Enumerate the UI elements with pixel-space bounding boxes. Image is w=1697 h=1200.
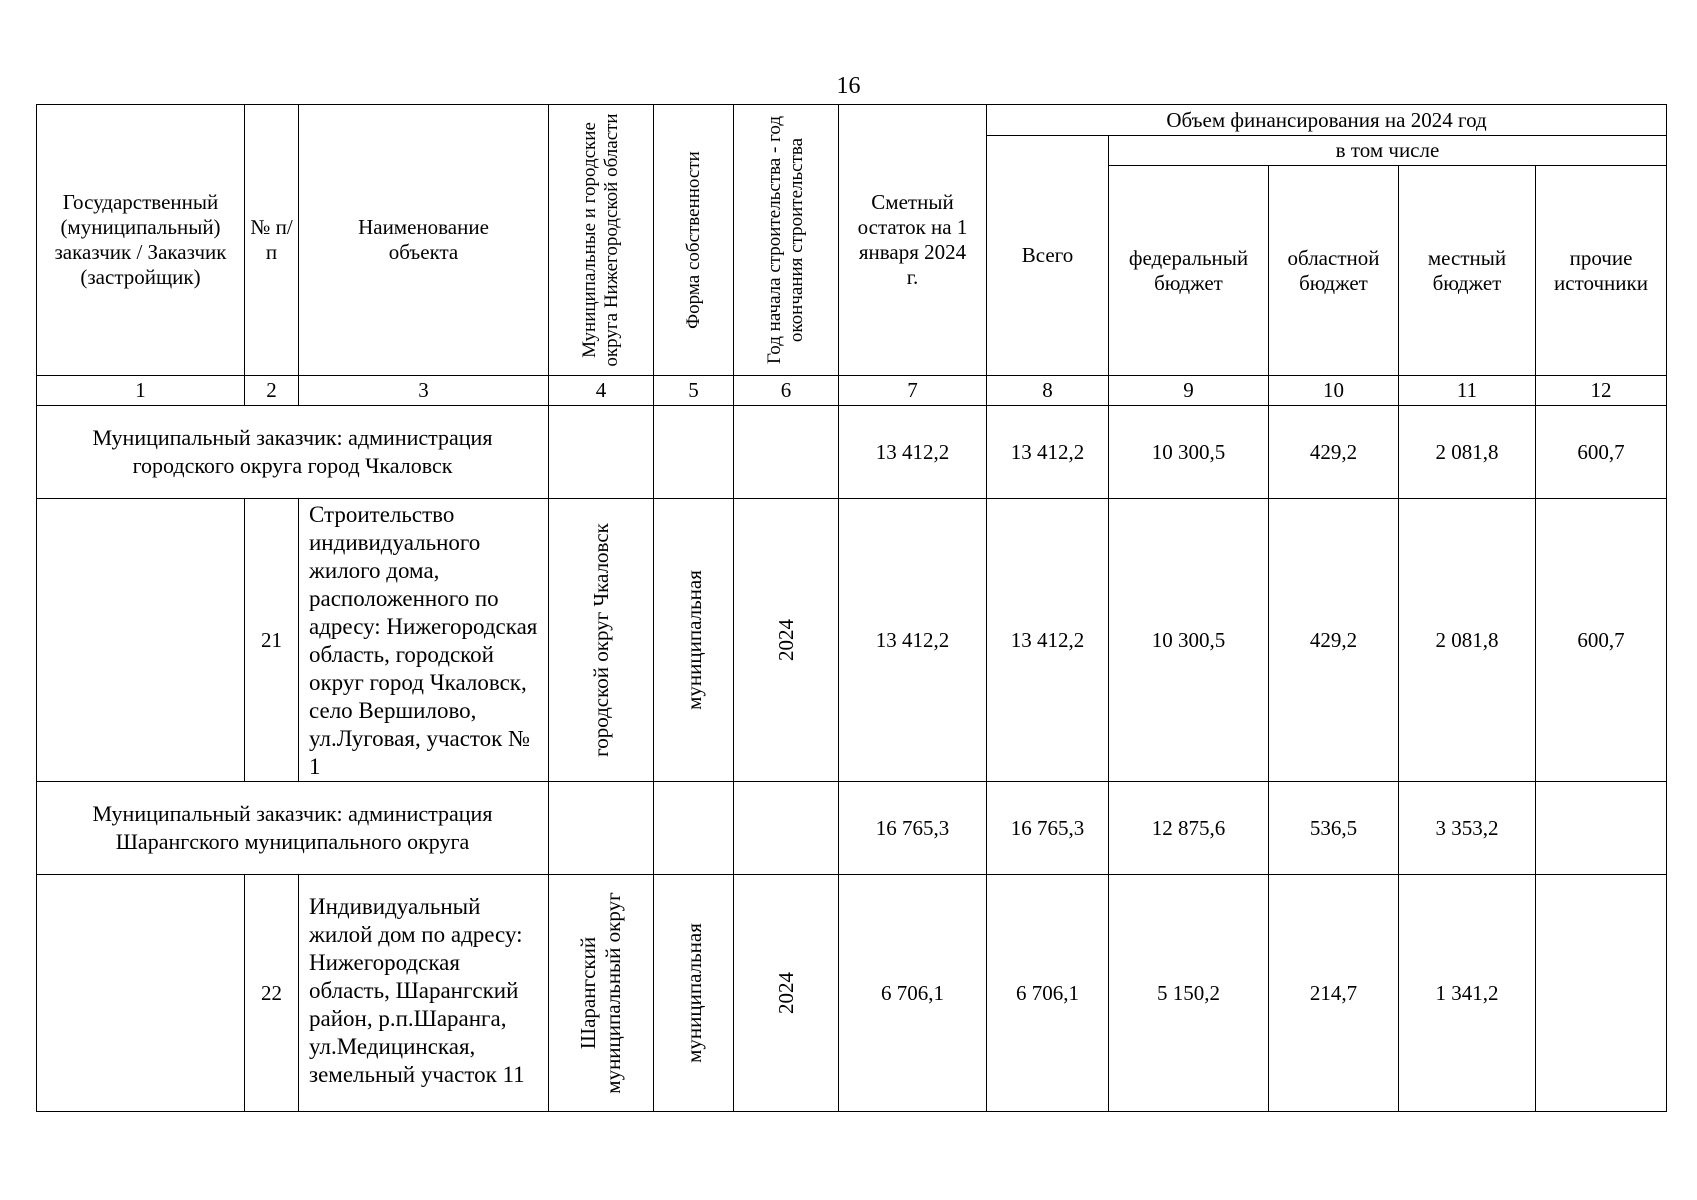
header-customer [37, 105, 245, 376]
column-number: 9 [1109, 376, 1269, 406]
district-name: Шарангский муниципальный округ [576, 892, 625, 1094]
customer-name: Муниципальный заказчик: администрация Шарангского муниципального округа [92, 801, 493, 854]
header-local [1399, 166, 1536, 376]
year-value: 2024 [773, 972, 798, 1014]
column-number-row [37, 376, 1667, 406]
column-number: 11 [1399, 376, 1536, 406]
estimate-value: 13 412,2 [839, 406, 987, 499]
header-construction-years-text: Год начала строительства - год окончания строительства [764, 115, 807, 365]
total-value: 13 412,2 [987, 499, 1109, 782]
district-cell [549, 499, 654, 782]
header-number [245, 105, 299, 376]
other-value [1536, 875, 1667, 1112]
federal-value: 10 300,5 [1109, 499, 1269, 782]
regional-value: 429,2 [1269, 499, 1399, 782]
header-number-text: № п/п [250, 215, 293, 264]
table-row-customer [37, 406, 1667, 499]
ownership-cell [654, 499, 734, 782]
object-name-cell [299, 499, 549, 782]
header-municipal-districts [549, 105, 654, 376]
regional-value: 429,2 [1269, 406, 1399, 499]
local-value: 3 353,2 [1399, 782, 1536, 875]
column-number: 2 [245, 376, 299, 406]
column-number: 12 [1536, 376, 1667, 406]
year-cell [734, 499, 839, 782]
header-other-text: прочие источники [1554, 245, 1648, 295]
district-name: городской округ Чкаловск [588, 523, 613, 757]
estimate-value: 6 706,1 [839, 875, 987, 1112]
header-customer-text: Государственный (муниципальный) заказчик / Заказчик (застройщик) [54, 190, 227, 289]
regional-value: 214,7 [1269, 875, 1399, 1112]
customer-name: Муниципальный заказчик: администрация городского округа город Чкаловск [92, 425, 493, 478]
other-value [1536, 782, 1667, 875]
header-federal [1109, 166, 1269, 376]
header-including: в том числе [1109, 136, 1667, 166]
federal-value: 5 150,2 [1109, 875, 1269, 1112]
empty-cell [37, 499, 245, 782]
header-object-name [299, 105, 549, 376]
header-object-name-text: Наименование объекта [358, 215, 489, 264]
regional-value: 536,5 [1269, 782, 1399, 875]
estimate-value: 16 765,3 [839, 782, 987, 875]
header-other [1536, 166, 1667, 376]
column-number: 5 [654, 376, 734, 406]
table-row-object [37, 875, 1667, 1112]
estimate-value: 13 412,2 [839, 499, 987, 782]
header-ownership-form-text: Форма собственности [682, 151, 704, 329]
header-regional [1269, 166, 1399, 376]
column-number: 6 [734, 376, 839, 406]
empty-cell [549, 406, 654, 499]
customer-cell [37, 782, 549, 875]
ownership-cell [654, 875, 734, 1112]
other-value: 600,7 [1536, 499, 1667, 782]
local-value: 1 341,2 [1399, 875, 1536, 1112]
row-number: 21 [245, 499, 299, 782]
empty-cell [549, 782, 654, 875]
column-number: 3 [299, 376, 549, 406]
header-ownership-form [654, 105, 734, 376]
local-value: 2 081,8 [1399, 406, 1536, 499]
ownership-value: муниципальная [681, 923, 705, 1063]
column-number: 1 [37, 376, 245, 406]
column-number: 10 [1269, 376, 1399, 406]
empty-cell [37, 875, 245, 1112]
ownership-value: муниципальная [681, 570, 705, 710]
empty-cell [654, 406, 734, 499]
header-construction-years [734, 105, 839, 376]
total-value: 6 706,1 [987, 875, 1109, 1112]
header-financing-group: Объем финансирования на 2024 год [987, 105, 1667, 136]
local-value: 2 081,8 [1399, 499, 1536, 782]
empty-cell [654, 782, 734, 875]
page-number: 16 [836, 73, 861, 99]
customer-cell [37, 406, 549, 499]
year-cell [734, 875, 839, 1112]
total-value: 13 412,2 [987, 406, 1109, 499]
financing-table [36, 104, 1667, 1112]
object-name-cell [299, 875, 549, 1112]
year-value: 2024 [773, 619, 798, 661]
empty-cell [734, 406, 839, 499]
header-estimated-balance-text: Сметный остаток на 1 января 2024 г. [857, 190, 968, 289]
total-value: 16 765,3 [987, 782, 1109, 875]
district-cell [549, 875, 654, 1112]
header-municipal-districts-text: Муниципальные и городские округа Нижегородской области [579, 113, 622, 367]
header-regional-text: областной бюджет [1287, 245, 1380, 295]
table-row-object [37, 499, 1667, 782]
object-name: Индивидуальный жилой дом по адресу: Нижегородская область, Шарангский район, р.п.Шаранга, ул.Медицинская, земельный участок 11 [309, 894, 525, 1087]
header-federal-text: федеральный бюджет [1128, 245, 1249, 295]
object-name: Строительство индивидуального жилого дома, расположенного по адресу: Нижегородская область, городской округ город Чкаловск, село Вершилово, ул.Луговая, участок № 1 [309, 502, 538, 779]
federal-value: 12 875,6 [1109, 782, 1269, 875]
federal-value: 10 300,5 [1109, 406, 1269, 499]
row-number: 22 [245, 875, 299, 1112]
column-number: 7 [839, 376, 987, 406]
other-value: 600,7 [1536, 406, 1667, 499]
column-number: 4 [549, 376, 654, 406]
header-estimated-balance [839, 105, 987, 376]
column-number: 8 [987, 376, 1109, 406]
header-local-text: местный бюджет [1427, 245, 1507, 295]
empty-cell [734, 782, 839, 875]
table-row-customer [37, 782, 1667, 875]
header-total: Всего [987, 136, 1109, 376]
